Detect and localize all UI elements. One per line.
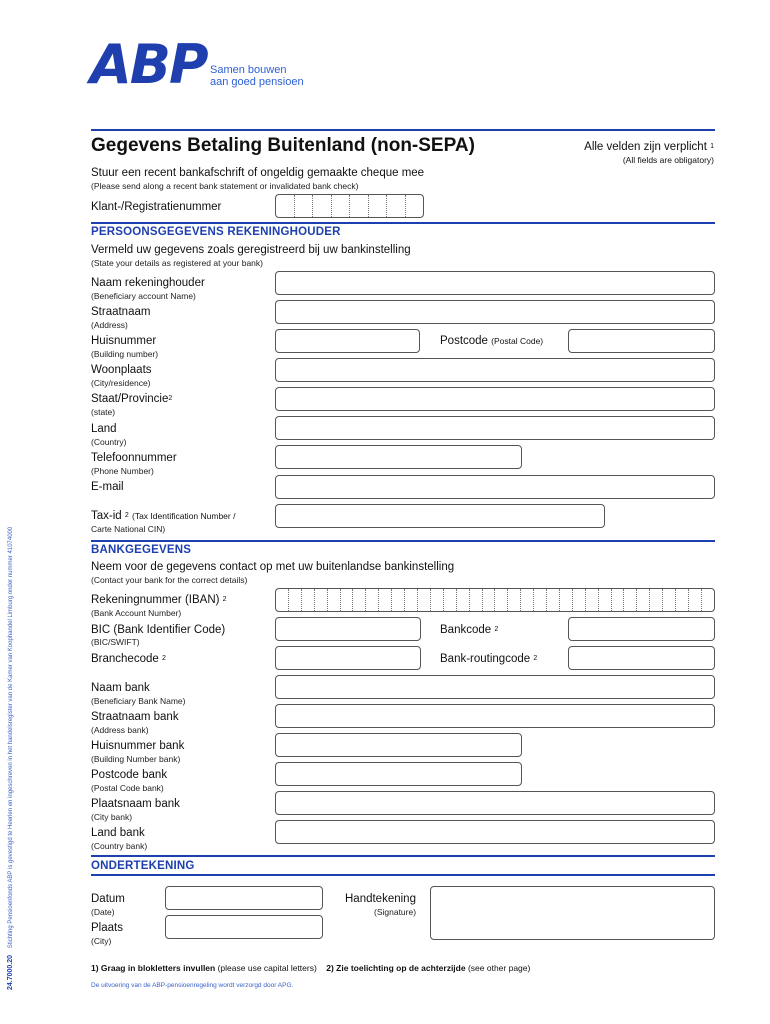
footnotes (91, 963, 530, 973)
city-sub: (City/residence) (91, 378, 151, 388)
required-note-en: (All fields are obligatory) (622, 155, 714, 165)
bank-number-label: Huisnummer bank (91, 740, 185, 752)
state-sub: (state) (91, 407, 116, 417)
bank-street-field[interactable] (275, 704, 715, 728)
personal-section-rule (91, 222, 715, 224)
abp-logo: ABP (90, 33, 207, 96)
personal-intro-en: (State your details as registered at your bank) (91, 258, 263, 268)
form-code: 24.7000.20 (7, 954, 14, 990)
required-note (584, 141, 714, 153)
house-number-field[interactable] (275, 329, 420, 353)
bank-street-label: Straatnaam bank (91, 711, 179, 723)
phone-sub: (Phone Number) (91, 466, 154, 476)
tax-id-field[interactable] (275, 504, 605, 528)
account-name-label: Naam rekeninghouder (91, 277, 205, 289)
street-label: Straatnaam (91, 306, 151, 318)
state-label-text: Staat/Provincie (91, 393, 169, 405)
country-label: Land (91, 423, 117, 435)
iban-sup: 2 (222, 596, 227, 603)
tagline-line-1: Samen bouwen (210, 64, 287, 76)
house-number-sub: (Building number) (91, 349, 159, 359)
place-sub: (City) (91, 936, 112, 946)
signature-label: Handtekening (345, 893, 416, 905)
tax-id-sub-2: Carte National CIN) (91, 524, 166, 534)
bankcode-field[interactable] (568, 617, 715, 641)
registration-text: Stichting Pensioenfonds ABP is gevestigd te Heerlen en ingeschreven in het handelsregister van de Kamer van Koophandel Limburg onder nummer 41074000 (8, 526, 14, 949)
required-sup: 1 (710, 143, 714, 150)
bank-intro-en: (Contact your bank for the correct details) (91, 575, 248, 585)
date-sub: (Date) (91, 907, 115, 917)
city-label: Woonplaats (91, 364, 152, 376)
page-title: Gegevens Betaling Buitenland (non-SEPA) (91, 135, 475, 156)
tax-id-label (91, 510, 235, 522)
client-number-label: Klant-/Registratienummer (91, 201, 222, 213)
bic-label: BIC (Bank Identifier Code) (91, 624, 226, 636)
required-text: Alle velden zijn verplicht (584, 141, 707, 153)
date-label: Datum (91, 893, 125, 905)
bank-name-field[interactable] (275, 675, 715, 699)
phone-field[interactable] (275, 445, 522, 469)
date-field[interactable] (165, 886, 323, 910)
signature-sub: (Signature) (374, 907, 417, 917)
postcode-field[interactable] (568, 329, 715, 353)
tax-id-sub-1: (Tax Identification Number / (132, 511, 236, 521)
bank-postcode-sub: (Postal Code bank) (91, 783, 164, 793)
bank-section-rule (91, 540, 715, 542)
state-sup: 2 (168, 395, 173, 402)
branchcode-sup: 2 (161, 655, 166, 662)
iban-sub: (Bank Account Number) (91, 608, 182, 618)
country-sub: (Country) (91, 437, 127, 447)
branchcode-field[interactable] (275, 646, 421, 670)
email-label: E-mail (91, 481, 124, 493)
routing-label-text: Bank-routingcode (440, 653, 531, 665)
sign-section-title: ONDERTEKENING (91, 860, 195, 872)
routing-field[interactable] (568, 646, 715, 670)
personal-section-title: PERSOONSGEGEVENS REKENINGHOUDER (91, 226, 341, 238)
phone-label: Telefoonnummer (91, 452, 177, 464)
house-number-label: Huisnummer (91, 335, 157, 347)
sign-section-rule-2 (91, 874, 715, 876)
iban-label-text: Rekeningnummer (IBAN) (91, 594, 220, 606)
side-registration-text (4, 420, 18, 990)
state-field[interactable] (275, 387, 715, 411)
sign-section-rule (91, 855, 715, 857)
bank-city-label: Plaatsnaam bank (91, 798, 180, 810)
footnote-1-en: (please use capital letters) (215, 963, 317, 973)
street-sub: (Address) (91, 320, 128, 330)
personal-intro: Vermeld uw gegevens zoals geregistreerd bij uw bankinstelling (91, 244, 411, 256)
bankcode-label-text: Bankcode (440, 624, 492, 636)
postcode-label (440, 335, 543, 347)
iban-label (91, 594, 227, 606)
tagline-line-2: aan goed pensioen (210, 76, 304, 88)
bank-country-sub: (Country bank) (91, 841, 148, 851)
bank-street-sub: (Address bank) (91, 725, 149, 735)
bank-name-label: Naam bank (91, 682, 150, 694)
iban-field[interactable] (275, 588, 715, 612)
bic-sub: (BIC/SWIFT) (91, 637, 140, 647)
intro-line-en: (Please send along a recent bank statement or invalidated bank check) (91, 181, 359, 191)
city-field[interactable] (275, 358, 715, 382)
header-rule (91, 129, 715, 131)
routing-label (440, 653, 537, 665)
postcode-label-text: Postcode (440, 335, 488, 347)
bank-number-sub: (Building Number bank) (91, 754, 181, 764)
bank-postcode-label: Postcode bank (91, 769, 168, 781)
place-field[interactable] (165, 915, 323, 939)
footnote-2-en: (see other page) (465, 963, 531, 973)
intro-line: Stuur een recent bankafschrift of ongeldig gemaakte cheque mee (91, 167, 425, 179)
postcode-sub: (Postal Code) (491, 336, 544, 346)
email-field[interactable] (275, 475, 715, 499)
apg-note: De uitvoering van de ABP-pensioenregeling wordt verzorgd door APG. (91, 982, 294, 989)
routing-sup: 2 (533, 655, 538, 662)
country-field[interactable] (275, 416, 715, 440)
bic-field[interactable] (275, 617, 421, 641)
state-label (91, 393, 172, 405)
footnote-2: 2) Zie toelichting op de achterzijde (326, 963, 466, 973)
bankcode-sup: 2 (494, 626, 499, 633)
place-label: Plaats (91, 922, 123, 934)
footnote-1: 1) Graag in blokletters invullen (91, 963, 216, 973)
bank-number-field[interactable] (275, 733, 522, 757)
bank-country-field[interactable] (275, 820, 715, 844)
logo-tagline (210, 64, 304, 88)
client-number-field[interactable] (275, 194, 424, 218)
signature-field[interactable] (430, 886, 715, 940)
bank-postcode-field[interactable] (275, 762, 522, 786)
bank-section-title: BANKGEGEVENS (91, 544, 192, 556)
bankcode-label (440, 624, 498, 636)
branchcode-label-text: Branchecode (91, 653, 159, 665)
street-field[interactable] (275, 300, 715, 324)
bank-city-sub: (City bank) (91, 812, 133, 822)
bank-city-field[interactable] (275, 791, 715, 815)
tax-id-label-text: Tax-id (91, 510, 122, 522)
branchcode-label (91, 653, 166, 665)
bank-name-sub: (Beneficiary Bank Name) (91, 696, 186, 706)
bank-country-label: Land bank (91, 827, 145, 839)
bank-intro: Neem voor de gegevens contact op met uw buitenlandse bankinstelling (91, 561, 455, 573)
account-name-field[interactable] (275, 271, 715, 295)
tax-id-sup: 2 (124, 512, 129, 519)
account-name-sub: (Beneficiary account Name) (91, 291, 196, 301)
